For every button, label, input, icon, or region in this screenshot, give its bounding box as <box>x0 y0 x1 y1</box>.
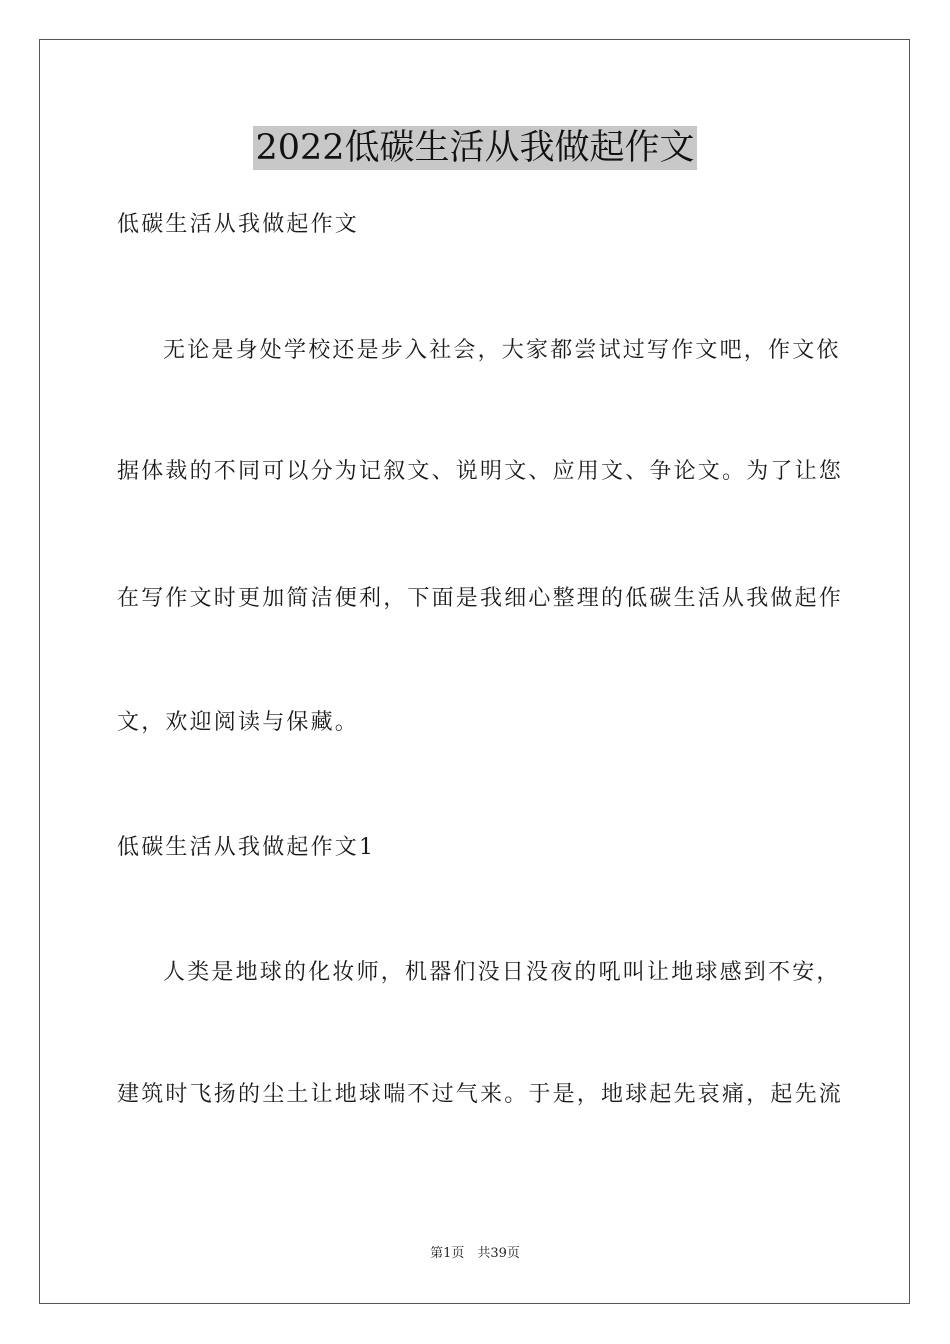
text-line: 无论是身处学校还是步入社会，大家都尝试过写作文吧，作文依 <box>163 338 841 363</box>
text-line: 在写作文时更加简洁便利，下面是我细心整理的低碳生活从我做起作 <box>117 586 844 611</box>
page-footer: 第1页 共39页 <box>430 1246 520 1261</box>
text-line: 据体裁的不同可以分为记叙文、说明文、应用文、争论文。为了让您 <box>117 459 844 484</box>
section-heading: 低碳生活从我做起作文1 <box>117 835 376 860</box>
title-container <box>0 126 950 170</box>
text-line: 人类是地球的化妆师，机器们没日没夜的吼叫让地球感到不安， <box>163 960 841 985</box>
text-line: 建筑时飞扬的尘土让地球喘不过气来。于是，地球起先哀痛，起先流 <box>117 1082 844 1107</box>
text-line-subtitle: 低碳生活从我做起作文 <box>117 212 360 237</box>
text-line: 文，欢迎阅读与保藏。 <box>117 710 360 735</box>
document-title: 2022低碳生活从我做起作文 <box>255 128 695 168</box>
